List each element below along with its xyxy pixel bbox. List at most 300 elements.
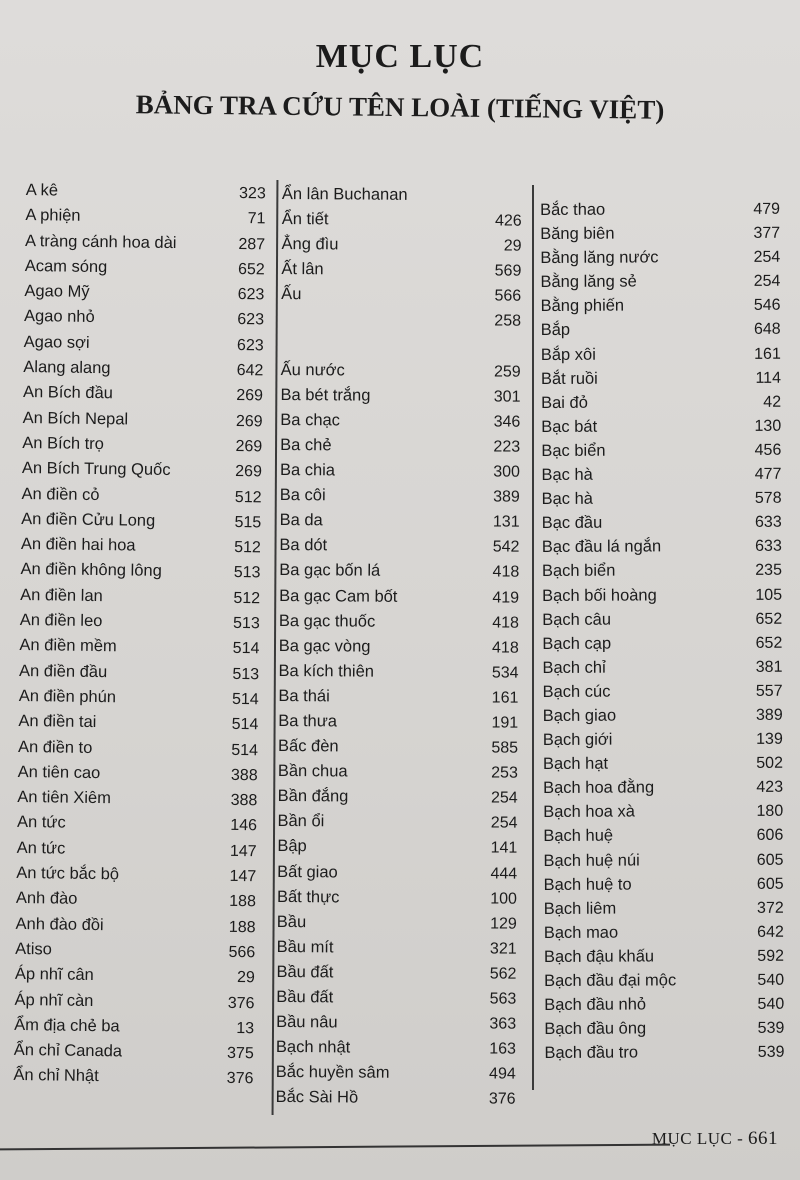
species-name: Bạch biển bbox=[541, 562, 616, 581]
index-entry bbox=[541, 462, 781, 487]
page-ref: 389 bbox=[755, 706, 783, 724]
page-ref: 539 bbox=[757, 1044, 785, 1062]
index-entry bbox=[276, 1010, 516, 1037]
index-entry bbox=[541, 293, 781, 318]
species-name: Bạch giới bbox=[542, 730, 613, 750]
page-ref: 71 bbox=[247, 210, 266, 228]
species-name: Ba thưa bbox=[278, 711, 338, 731]
species-name: An điền lan bbox=[20, 585, 103, 605]
species-name: An tức bắc bộ bbox=[16, 863, 120, 884]
page-ref: 592 bbox=[757, 947, 785, 965]
page-ref: 321 bbox=[489, 940, 517, 958]
footer-rule bbox=[0, 1144, 670, 1150]
index-entry bbox=[16, 861, 256, 890]
species-name: Atiso bbox=[15, 939, 53, 959]
page-ref: 254 bbox=[753, 248, 781, 267]
species-name: Ấu bbox=[281, 285, 302, 304]
index-entry bbox=[543, 775, 783, 800]
page-ref: 180 bbox=[756, 803, 784, 821]
column-divider bbox=[532, 185, 534, 1090]
index-entry bbox=[14, 1038, 254, 1067]
species-name: Bạch câu bbox=[542, 610, 612, 629]
index-entry bbox=[281, 307, 521, 334]
page-ref: 161 bbox=[491, 689, 519, 707]
page-ref: 652 bbox=[755, 634, 783, 652]
species-name: Ba gạc Cam bốt bbox=[279, 586, 398, 606]
page-ref: 633 bbox=[754, 513, 782, 532]
index-entry bbox=[17, 785, 257, 814]
index-entry bbox=[543, 847, 783, 872]
page-ref: 542 bbox=[492, 538, 520, 556]
index-entry bbox=[544, 895, 784, 920]
index-entry bbox=[279, 609, 519, 636]
species-name: Áp nhĩ càn bbox=[14, 990, 94, 1010]
index-entry bbox=[280, 383, 520, 410]
species-name: Anh đào bbox=[15, 889, 78, 909]
page-ref: 105 bbox=[755, 586, 783, 604]
species-name: Bằng lăng sẻ bbox=[540, 272, 637, 292]
species-name: An điền Cửu Long bbox=[21, 509, 156, 530]
page-title: MỤC LỤC bbox=[315, 38, 485, 75]
page-ref: 514 bbox=[232, 640, 260, 658]
species-name: Bạch hoa xà bbox=[543, 802, 635, 822]
species-name: Alang alang bbox=[23, 358, 111, 378]
index-entry bbox=[542, 630, 782, 655]
page-ref: 42 bbox=[763, 393, 782, 411]
page-ref: 562 bbox=[489, 965, 517, 983]
page-ref: 605 bbox=[756, 875, 784, 893]
page-ref: 389 bbox=[493, 488, 520, 506]
page-ref: 514 bbox=[231, 690, 259, 709]
species-name: Ba thái bbox=[278, 686, 330, 706]
page-ref: 114 bbox=[755, 369, 781, 387]
index-entry bbox=[540, 245, 780, 270]
page-ref: 388 bbox=[230, 766, 258, 785]
index-entry bbox=[277, 910, 517, 937]
species-name: Bạch đầu đại mộc bbox=[544, 971, 677, 990]
page-ref: 512 bbox=[234, 488, 262, 506]
page-ref: 235 bbox=[755, 562, 782, 580]
index-entry bbox=[541, 365, 781, 390]
page-ref: 381 bbox=[755, 658, 783, 676]
index-entry bbox=[282, 182, 522, 209]
index-entry bbox=[543, 751, 783, 776]
species-name: Ẳng đìu bbox=[281, 235, 339, 254]
species-name: An tức bbox=[16, 838, 66, 858]
page-ref: 512 bbox=[234, 539, 261, 557]
page-ref: 376 bbox=[488, 1090, 516, 1109]
index-entry bbox=[15, 962, 255, 991]
species-name: Bằng lăng nước bbox=[540, 248, 659, 268]
species-name: Ba gạc thuốc bbox=[278, 611, 376, 631]
species-name: Bạch đầu tro bbox=[544, 1043, 639, 1063]
index-column-2 bbox=[276, 182, 522, 1112]
species-name: An điền phún bbox=[18, 686, 117, 707]
page-ref: 376 bbox=[226, 1070, 254, 1088]
page-ref: 563 bbox=[489, 990, 517, 1008]
species-name: Bạch cúc bbox=[542, 682, 611, 701]
index-entry bbox=[22, 406, 262, 435]
page-ref: 514 bbox=[231, 741, 259, 759]
index-entry bbox=[278, 659, 518, 686]
species-name: Ba gạc vòng bbox=[278, 636, 371, 656]
page-ref: 652 bbox=[755, 610, 783, 628]
index-entry bbox=[279, 634, 519, 661]
page-ref: 372 bbox=[756, 899, 784, 917]
page-ref: 557 bbox=[755, 682, 783, 700]
page-footer bbox=[652, 1128, 778, 1150]
page-ref: 539 bbox=[757, 1019, 785, 1038]
index-entry bbox=[278, 709, 518, 736]
page-ref: 269 bbox=[236, 387, 264, 405]
page-ref: 426 bbox=[494, 212, 522, 230]
index-entry bbox=[279, 558, 519, 585]
species-name: Ba kích thiên bbox=[278, 661, 375, 681]
index-entry bbox=[22, 431, 262, 460]
page-ref: 606 bbox=[756, 827, 784, 845]
species-name: Bạc bát bbox=[541, 417, 598, 436]
species-name: Acam sóng bbox=[24, 256, 108, 277]
page-ref: 259 bbox=[493, 363, 521, 381]
index-entry bbox=[278, 684, 518, 711]
page-ref: 13 bbox=[236, 1019, 255, 1038]
index-entry bbox=[16, 836, 256, 865]
index-entry bbox=[15, 912, 255, 941]
index-entry bbox=[544, 920, 784, 945]
species-name: Bạch hạt bbox=[542, 754, 609, 774]
index-entry bbox=[18, 760, 258, 789]
species-name: Bạc đầu bbox=[541, 513, 603, 533]
index-entry bbox=[541, 317, 781, 342]
species-name: Ba da bbox=[279, 511, 323, 530]
species-name: Ba chẻ bbox=[280, 435, 332, 455]
species-name: Bạc hà bbox=[541, 465, 593, 485]
page-ref: 388 bbox=[230, 792, 258, 810]
species-name: Ất lân bbox=[281, 260, 324, 279]
page-ref: 456 bbox=[754, 441, 782, 459]
page-ref: 188 bbox=[229, 893, 257, 911]
index-entry bbox=[281, 358, 521, 385]
page-ref: 146 bbox=[230, 817, 258, 835]
species-name: Ẩn chỉ Nhật bbox=[13, 1066, 99, 1086]
index-entry bbox=[540, 221, 780, 246]
index-entry bbox=[25, 229, 265, 258]
page-ref: 147 bbox=[229, 867, 257, 886]
index-entry bbox=[280, 458, 520, 485]
page-ref: 269 bbox=[235, 437, 263, 456]
index-entry bbox=[277, 834, 517, 861]
page-subtitle: BẢNG TRA CỨU TÊN LOÀI (TIẾNG VIỆT) bbox=[135, 89, 665, 125]
index-entry bbox=[18, 734, 258, 763]
page-ref: 423 bbox=[756, 778, 784, 797]
page-ref: 377 bbox=[753, 224, 781, 242]
species-name: Bạch giao bbox=[542, 706, 617, 725]
species-name: A kê bbox=[25, 180, 59, 200]
page-ref: 418 bbox=[491, 639, 519, 657]
index-column-1 bbox=[13, 178, 266, 1092]
index-entry bbox=[21, 482, 261, 511]
index-entry bbox=[542, 558, 782, 583]
page-ref: 269 bbox=[235, 412, 263, 430]
species-name: Bần ổi bbox=[277, 812, 325, 831]
index-entry bbox=[281, 282, 521, 309]
index-entry bbox=[277, 860, 517, 887]
page-ref: 623 bbox=[237, 311, 265, 329]
index-entry bbox=[281, 333, 521, 360]
page-ref: 514 bbox=[231, 716, 259, 734]
index-entry bbox=[543, 679, 783, 704]
species-name: Agao sợi bbox=[23, 332, 90, 352]
index-entry bbox=[23, 355, 263, 384]
index-entry bbox=[19, 659, 259, 688]
index-entry bbox=[541, 389, 781, 414]
species-name: An Bích Trung Quốc bbox=[21, 459, 171, 480]
species-name: Bạch hoa đằng bbox=[543, 778, 655, 798]
page-ref: 648 bbox=[753, 321, 781, 339]
page-ref: 258 bbox=[494, 312, 522, 331]
species-name: Bất thực bbox=[276, 887, 340, 907]
index-entry bbox=[14, 1013, 254, 1042]
index-entry bbox=[26, 178, 266, 207]
page-ref: 513 bbox=[232, 665, 260, 683]
page-ref: 141 bbox=[490, 839, 518, 858]
page-ref: 512 bbox=[233, 589, 261, 608]
species-name: Băng biên bbox=[540, 224, 615, 244]
index-entry bbox=[542, 606, 782, 631]
page-ref: 566 bbox=[494, 287, 522, 306]
page-ref: 139 bbox=[756, 730, 783, 748]
page-ref: 633 bbox=[755, 538, 782, 556]
species-name: Bạch bối hoàng bbox=[542, 585, 657, 605]
page-ref: 147 bbox=[229, 842, 257, 861]
index-entry bbox=[280, 408, 520, 435]
page-ref: 100 bbox=[490, 890, 518, 908]
index-entry bbox=[278, 734, 518, 761]
species-name: An Bích đầu bbox=[22, 383, 114, 403]
species-name: Anh đào đồi bbox=[15, 914, 104, 934]
footer-page-number: 661 bbox=[748, 1128, 778, 1149]
species-name: Bầu đất bbox=[276, 962, 334, 982]
index-entry bbox=[541, 438, 781, 463]
species-name: Bần chua bbox=[277, 762, 348, 781]
species-name: An điền đầu bbox=[18, 661, 108, 681]
species-name: An điền hai hoa bbox=[20, 535, 136, 555]
page-ref: 254 bbox=[753, 273, 781, 291]
index-entry bbox=[280, 433, 520, 460]
species-name: Bạch cạp bbox=[542, 634, 612, 653]
index-entry bbox=[25, 254, 265, 283]
index-entry bbox=[276, 1060, 516, 1087]
page-ref: 605 bbox=[756, 851, 784, 869]
index-entry bbox=[24, 304, 264, 333]
species-name: Bạch huệ to bbox=[543, 875, 632, 894]
index-entry bbox=[276, 1085, 516, 1112]
index-entry bbox=[21, 507, 261, 536]
species-name: Bắt ruồi bbox=[540, 369, 598, 388]
species-name: Ba côi bbox=[279, 486, 326, 505]
species-name: Bạch huệ bbox=[543, 827, 614, 846]
index-entry bbox=[24, 330, 264, 359]
index-entry bbox=[543, 703, 783, 728]
species-name: An tức bbox=[16, 813, 66, 833]
species-name: A phiện bbox=[25, 206, 81, 226]
index-entry bbox=[542, 534, 782, 559]
species-name: Bắc huyền sâm bbox=[275, 1063, 390, 1083]
index-entry bbox=[540, 197, 780, 222]
page-ref: 130 bbox=[754, 417, 782, 435]
species-name: An tiên cao bbox=[17, 762, 101, 782]
species-name: A tràng cánh hoa dài bbox=[25, 231, 177, 252]
index-entry bbox=[16, 886, 256, 915]
species-name: An điền tai bbox=[18, 712, 97, 732]
species-name: Bạch huệ núi bbox=[543, 851, 640, 870]
species-name: Bầu nâu bbox=[276, 1013, 338, 1032]
index-entry bbox=[544, 1016, 784, 1041]
index-entry bbox=[277, 885, 517, 912]
page-ref: 494 bbox=[489, 1065, 516, 1083]
index-entry bbox=[543, 727, 783, 752]
page-ref: 363 bbox=[489, 1015, 517, 1033]
index-entry bbox=[542, 655, 782, 680]
page-ref: 253 bbox=[491, 764, 518, 782]
index-entry bbox=[541, 414, 781, 439]
page-ref: 578 bbox=[754, 489, 782, 508]
page-ref: 375 bbox=[226, 1044, 254, 1063]
species-name: Agao nhỏ bbox=[23, 307, 95, 327]
page-ref: 254 bbox=[490, 814, 518, 833]
index-entry bbox=[24, 279, 264, 308]
species-name: Bắc thao bbox=[540, 200, 606, 219]
page-ref: 642 bbox=[236, 362, 264, 380]
index-entry bbox=[281, 257, 521, 284]
index-entry bbox=[543, 823, 783, 848]
page-ref: 623 bbox=[237, 286, 265, 304]
page-ref: 323 bbox=[238, 184, 266, 203]
page-ref: 513 bbox=[232, 614, 260, 633]
index-entry bbox=[20, 608, 260, 637]
species-name: Bạc đầu lá ngắn bbox=[541, 537, 662, 557]
species-name: Bạch liêm bbox=[543, 899, 617, 918]
index-entry bbox=[279, 583, 519, 610]
page-ref: 546 bbox=[753, 297, 781, 315]
index-entry bbox=[18, 709, 258, 738]
page-ref: 29 bbox=[503, 237, 522, 255]
species-name: Ẩn tiết bbox=[281, 210, 329, 229]
index-entry bbox=[15, 937, 255, 966]
index-entry bbox=[281, 232, 521, 259]
page-ref: 569 bbox=[494, 262, 522, 280]
index-entry bbox=[544, 1040, 784, 1065]
index-entry bbox=[544, 992, 784, 1017]
page-ref: 419 bbox=[492, 588, 520, 607]
page-ref: 269 bbox=[235, 463, 263, 481]
index-entry bbox=[13, 1063, 253, 1092]
page-ref: 163 bbox=[489, 1040, 517, 1058]
species-name: Agao Mỹ bbox=[24, 282, 90, 302]
species-name: Bạch đậu khấu bbox=[543, 947, 655, 966]
species-name: Bầu mít bbox=[276, 937, 334, 957]
page-ref: 131 bbox=[492, 513, 520, 531]
species-name: Bắc Sài Hồ bbox=[275, 1088, 359, 1107]
index-column-3 bbox=[540, 197, 785, 1066]
page-ref: 161 bbox=[754, 345, 781, 363]
index-entry bbox=[541, 341, 781, 366]
index-entry bbox=[20, 583, 260, 612]
page-ref: 376 bbox=[227, 994, 255, 1012]
index-entry bbox=[279, 533, 519, 560]
index-entry bbox=[19, 684, 259, 713]
footer-section: MỤC LỤC - bbox=[651, 1129, 744, 1148]
page-ref: 477 bbox=[754, 465, 782, 483]
page-ref: 300 bbox=[493, 463, 521, 481]
page-ref: 566 bbox=[228, 943, 256, 962]
species-name: Ba gạc bốn lá bbox=[279, 561, 381, 581]
page-ref: 513 bbox=[233, 564, 261, 582]
species-name: Ấu nước bbox=[280, 360, 345, 380]
index-entry bbox=[544, 944, 784, 969]
index-entry bbox=[23, 380, 263, 409]
index-entry bbox=[276, 960, 516, 987]
species-name: Ẩn chỉ Canada bbox=[13, 1041, 123, 1061]
species-name: Bần đắng bbox=[277, 787, 349, 806]
page-ref: 223 bbox=[493, 438, 521, 456]
index-entry bbox=[278, 759, 518, 786]
page-ref: 191 bbox=[491, 714, 519, 732]
species-name: Bắp xôi bbox=[540, 345, 596, 364]
species-name: An điền to bbox=[17, 737, 93, 757]
index-entry bbox=[21, 532, 261, 561]
page-ref: 287 bbox=[238, 235, 266, 253]
index-entry bbox=[544, 968, 784, 993]
species-name: Ba dót bbox=[279, 536, 328, 555]
species-name: Bạch đầu ông bbox=[544, 1019, 647, 1039]
page-ref: 585 bbox=[491, 739, 519, 757]
species-name: Ẩn lân Buchanan bbox=[281, 184, 408, 204]
species-name: An tiên Xiêm bbox=[17, 788, 112, 808]
index-entry bbox=[20, 557, 260, 586]
species-name: Bắp bbox=[540, 321, 571, 340]
index-entry bbox=[277, 809, 517, 836]
species-name: Bạch chỉ bbox=[542, 658, 606, 677]
species-name: An điền leo bbox=[19, 611, 103, 631]
page-ref: 642 bbox=[757, 923, 784, 941]
page-ref: 129 bbox=[490, 915, 517, 933]
index-entry bbox=[22, 456, 262, 485]
species-name: Áp nhĩ cân bbox=[14, 965, 94, 985]
species-name: An điền không lông bbox=[20, 560, 162, 581]
index-entry bbox=[282, 207, 522, 234]
species-name: Bạc biển bbox=[541, 441, 606, 460]
index-entry bbox=[17, 810, 257, 839]
page-ref: 301 bbox=[493, 388, 521, 406]
species-name: Bạch mao bbox=[543, 923, 619, 942]
species-name: An Bích Nepal bbox=[22, 408, 129, 429]
index-entry bbox=[280, 483, 520, 510]
page-ref: 540 bbox=[757, 971, 785, 989]
species-name: Ba bét trắng bbox=[280, 385, 371, 405]
index-entry bbox=[543, 799, 783, 824]
index-entry bbox=[542, 582, 782, 607]
index-entry bbox=[276, 1035, 516, 1062]
page-ref: 479 bbox=[753, 200, 781, 218]
species-name: An điền mềm bbox=[19, 636, 117, 656]
page-ref: 540 bbox=[757, 995, 785, 1013]
species-name: An Bích trọ bbox=[22, 433, 105, 454]
index-entry bbox=[25, 203, 265, 232]
index-entry bbox=[277, 935, 517, 962]
page-ref: 418 bbox=[492, 563, 520, 582]
species-name: Bạch nhật bbox=[275, 1038, 351, 1057]
